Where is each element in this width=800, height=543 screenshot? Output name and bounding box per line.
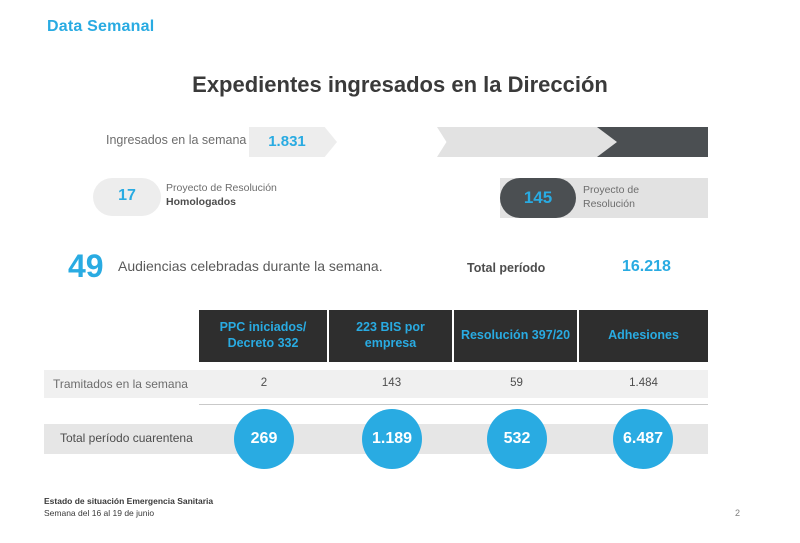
ingresados-label: Ingresados en la semana — [106, 133, 247, 147]
proyecto-right-text-line1: Proyecto de — [583, 184, 640, 196]
audiencias-value: 49 — [68, 248, 104, 284]
table-cell: 2 — [260, 377, 268, 389]
table-cell: 143 — [381, 377, 402, 389]
ingresados-value: 1.831 — [268, 133, 306, 150]
table-column-header: 223 BIS por empresa — [329, 310, 454, 362]
page-number: 2 — [735, 508, 741, 518]
table-header — [199, 310, 708, 362]
page-title: Expedientes ingresados en la Dirección — [192, 72, 608, 97]
total-periodo-label: Total período — [467, 261, 546, 275]
table-row-label: Total período cuarentena — [60, 431, 193, 445]
table-column-header: Resolución 397/20 — [454, 310, 579, 362]
audiencias-text: Audiencias celebradas durante la semana. — [118, 258, 383, 274]
table-column-header: PPC iniciados/ Decreto 332 — [199, 310, 329, 362]
table-cell-bubble: 269 — [234, 409, 294, 469]
table-cell: 59 — [510, 377, 523, 389]
table-cell-bubble: 532 — [487, 409, 547, 469]
table-cell-bubble: 6.487 — [613, 409, 673, 469]
footer-line-2: Semana del 16 al 19 de junio — [44, 508, 155, 518]
proyecto-right-value: 145 — [523, 188, 553, 207]
table-cell-bubble: 1.189 — [362, 409, 422, 469]
table-row-label: Tramitados en la semana — [53, 377, 188, 391]
proyecto-left-text-line1: Proyecto de Resolución — [166, 182, 277, 194]
footer-line-1: Estado de situación Emergencia Sanitaria — [44, 496, 214, 506]
slide-label: Data Semanal — [47, 18, 155, 35]
table-divider — [199, 404, 708, 405]
proyecto-left-text-line2: Homologados — [166, 196, 236, 208]
table-cell: 1.484 — [629, 377, 658, 389]
proyecto-left-value: 17 — [118, 187, 136, 204]
table-column-header: Adhesiones — [579, 310, 708, 362]
total-periodo-value: 16.218 — [622, 258, 671, 275]
proyecto-right-text-line2: Resolución — [583, 198, 635, 210]
